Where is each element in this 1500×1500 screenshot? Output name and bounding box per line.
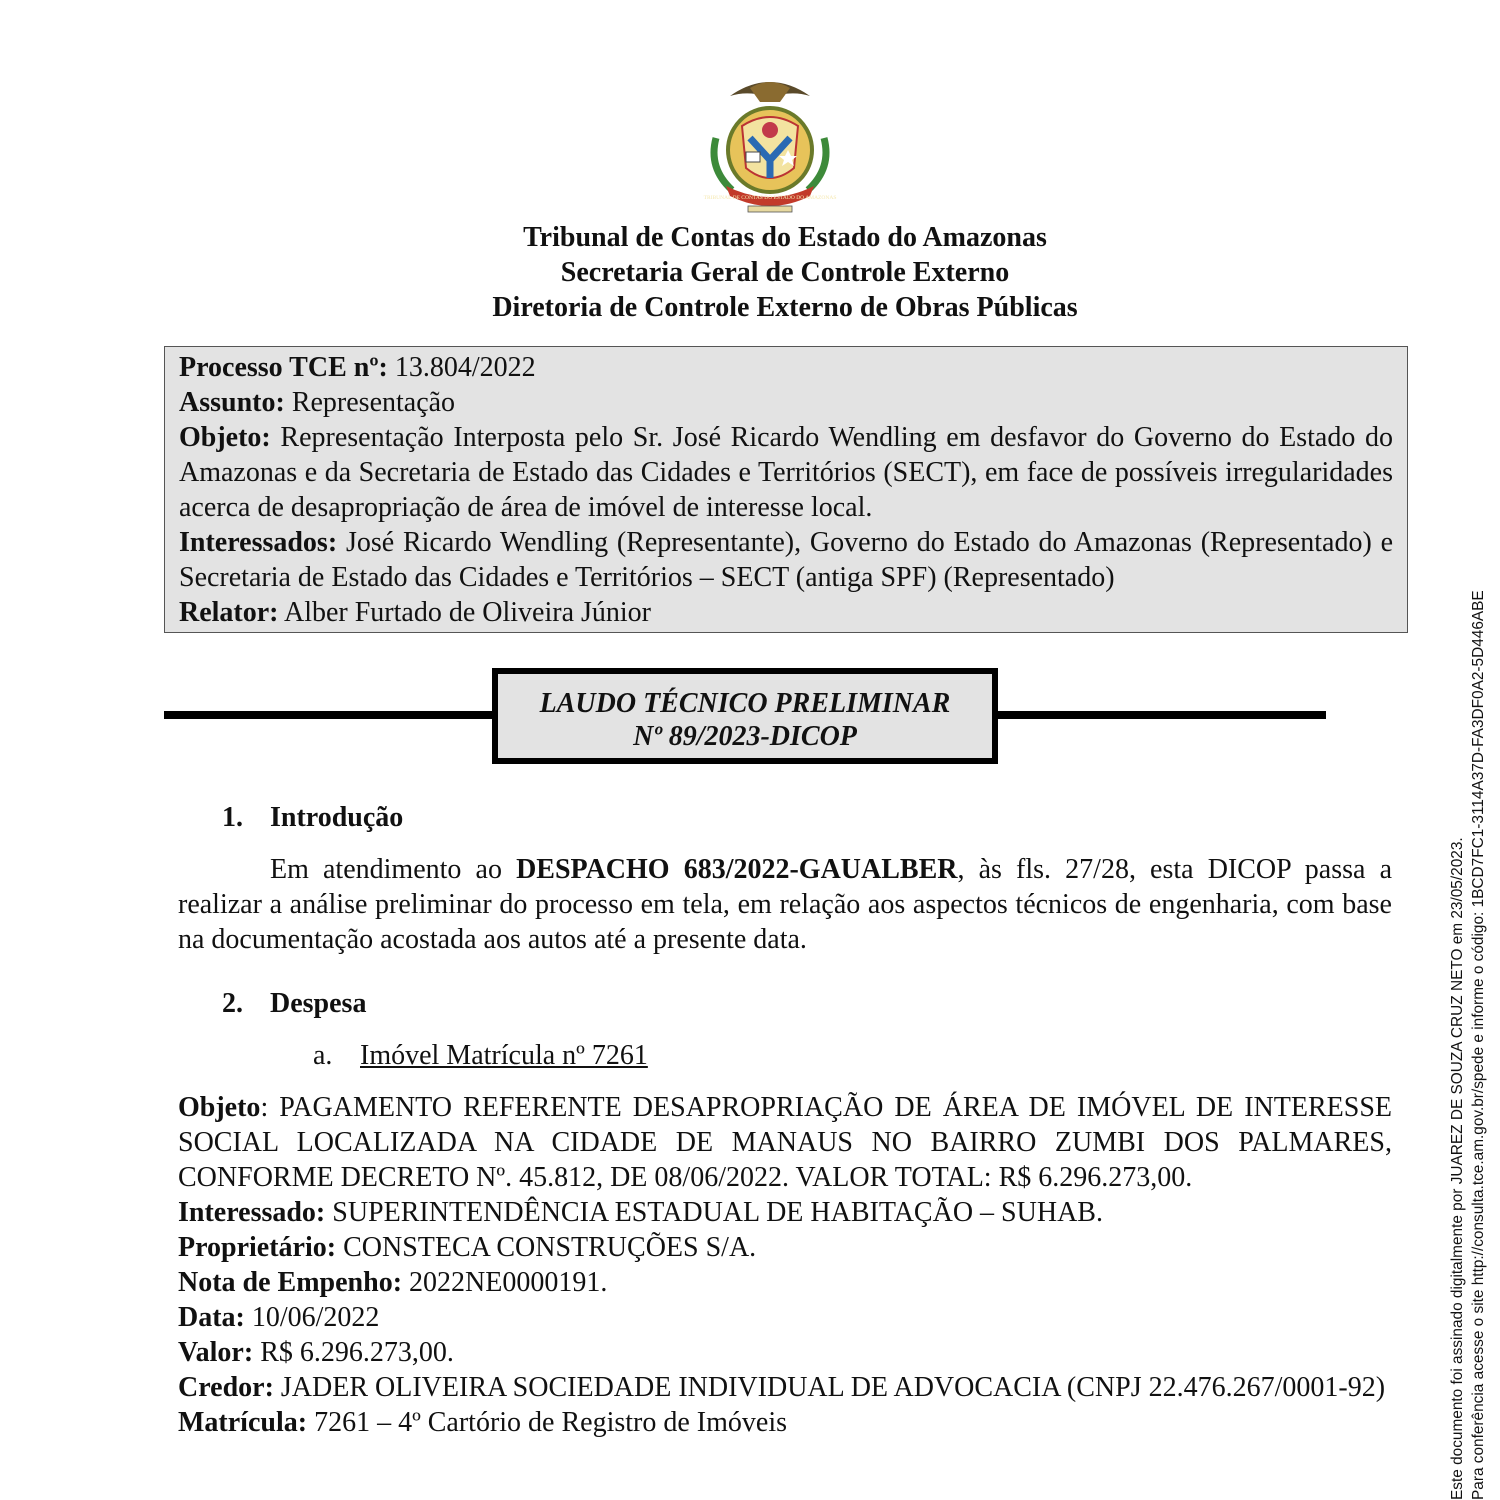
interessados-value: José Ricardo Wendling (Representante), Governo do Estado do Amazonas (Representado) e Secretaria de Estado das Cidades e Territórios – SECT (antiga SPF) (Representado) xyxy=(179,527,1393,593)
header-line-1: Tribunal de Contas do Estado do Amazonas xyxy=(523,222,1047,253)
item-a-title: Imóvel Matrícula nº 7261 xyxy=(360,1040,648,1071)
interessados-line xyxy=(179,525,1393,595)
document-header xyxy=(0,220,1500,325)
item-a-letter: a. xyxy=(313,1040,333,1071)
expense-interessado xyxy=(178,1195,1392,1230)
item-a-heading xyxy=(313,1038,648,1073)
expense-objeto-label: Objeto xyxy=(178,1092,261,1123)
laudo-title-line-2: Nº 89/2023-DICOP xyxy=(633,721,857,752)
expense-matricula-value: 7261 – 4º Cartório de Registro de Imóveis xyxy=(307,1407,787,1438)
section-1-title: Introdução xyxy=(270,802,404,833)
laudo-title-box xyxy=(492,668,998,764)
expense-proprietario-value: CONSTECA CONSTRUÇÕES S/A. xyxy=(336,1232,757,1263)
assunto-line xyxy=(179,385,1393,420)
expense-data xyxy=(178,1300,1392,1335)
svg-text:TRIBUNAL DE CONTAS DO ESTADO D: TRIBUNAL DE CONTAS DO ESTADO DO AMAZONAS xyxy=(703,195,837,201)
digital-signature-stamp xyxy=(1447,590,1489,1500)
expense-objeto xyxy=(178,1090,1392,1195)
expense-credor-label: Credor: xyxy=(178,1372,274,1403)
section-2-heading xyxy=(222,986,366,1021)
expense-empenho xyxy=(178,1265,1392,1300)
process-info-box xyxy=(164,346,1408,633)
relator-label: Relator: xyxy=(179,597,279,628)
title-rule-right xyxy=(994,711,1326,719)
processo-value: 13.804/2022 xyxy=(387,352,536,383)
processo-line xyxy=(179,350,1393,385)
expense-interessado-value: SUPERINTENDÊNCIA ESTADUAL DE HABITAÇÃO – SUHAB. xyxy=(325,1197,1103,1228)
interessados-label: Interessados: xyxy=(179,527,338,558)
section-2-number: 2. xyxy=(222,988,243,1019)
objeto-line xyxy=(179,420,1393,525)
assunto-label: Assunto: xyxy=(179,387,285,418)
title-rule-left xyxy=(164,711,496,719)
header-line-3: Diretoria de Controle Externo de Obras Públicas xyxy=(492,292,1078,323)
expense-empenho-value: 2022NE0000191. xyxy=(402,1267,608,1298)
expense-proprietario-label: Proprietário: xyxy=(178,1232,337,1263)
expense-valor-label: Valor: xyxy=(178,1337,254,1368)
expense-data-value: 10/06/2022 xyxy=(244,1302,380,1333)
expense-matricula xyxy=(178,1405,1392,1440)
expense-data-label: Data: xyxy=(178,1302,245,1333)
laudo-title-line-1: LAUDO TÉCNICO PRELIMINAR xyxy=(539,688,951,719)
intro-text-before: Em atendimento ao xyxy=(270,854,517,885)
expense-empenho-label: Nota de Empenho: xyxy=(178,1267,403,1298)
header-line-2: Secretaria Geral de Controle Externo xyxy=(560,257,1010,288)
objeto-value: Representação Interposta pelo Sr. José Ricardo Wendling em desfavor do Governo do Estado do Amazonas e da Secretaria de Estado das Cidades e Territórios (SECT), em face de possíveis irregularidades acerca de desapropriação de área de imóvel de interesse local. xyxy=(179,422,1393,523)
tce-am-emblem-icon xyxy=(690,68,850,218)
despacho-reference: DESPACHO 683/2022-GAUALBER xyxy=(516,854,958,885)
expense-objeto-value: : PAGAMENTO REFERENTE DESAPROPRIAÇÃO DE ÁREA DE IMÓVEL DE INTERESSE SOCIAL LOCALIZADA NA CIDADE DE MANAUS NO BAIRRO ZUMBI DOS PALMARES, CONFORME DECRETO Nº. 45.812, DE 08/06/2022. VALOR TOTAL: R$ 6.296.273,00. xyxy=(178,1092,1392,1193)
expense-interessado-label: Interessado: xyxy=(178,1197,326,1228)
expense-details xyxy=(178,1090,1392,1440)
section-1-paragraph xyxy=(178,852,1392,957)
objeto-label: Objeto: xyxy=(179,422,271,453)
relator-line xyxy=(179,595,1393,630)
signature-line-2: Para conferência acesse o site http://consulta.tce.am.gov.br/spede e informe o código: 1BCD7FC1-3114A37D-FA3DF0A2-5D446ABE xyxy=(1470,590,1487,1500)
section-1-number: 1. xyxy=(222,802,243,833)
expense-credor-value: JADER OLIVEIRA SOCIEDADE INDIVIDUAL DE ADVOCACIA (CNPJ 22.476.267/0001-92) xyxy=(273,1372,1386,1403)
section-1-heading xyxy=(222,800,403,835)
relator-value: Alber Furtado de Oliveira Júnior xyxy=(278,597,651,628)
intro-text-after: , às fls. 27/28, esta DICOP passa a realizar a análise preliminar do processo em tela, em relação aos aspectos técnicos de engenharia, com base na documentação acostada aos autos até a presente data. xyxy=(178,854,1392,955)
section-2-title: Despesa xyxy=(270,988,367,1019)
expense-valor xyxy=(178,1335,1392,1370)
expense-proprietario xyxy=(178,1230,1392,1265)
expense-matricula-label: Matrícula: xyxy=(178,1407,308,1438)
processo-label: Processo TCE nº: xyxy=(179,352,388,383)
expense-valor-value: R$ 6.296.273,00. xyxy=(253,1337,454,1368)
signature-line-1: Este documento foi assinado digitalmente por JUAREZ DE SOUZA CRUZ NETO em 23/05/2023. xyxy=(1449,837,1466,1500)
assunto-value: Representação xyxy=(284,387,456,418)
expense-credor xyxy=(178,1370,1392,1405)
